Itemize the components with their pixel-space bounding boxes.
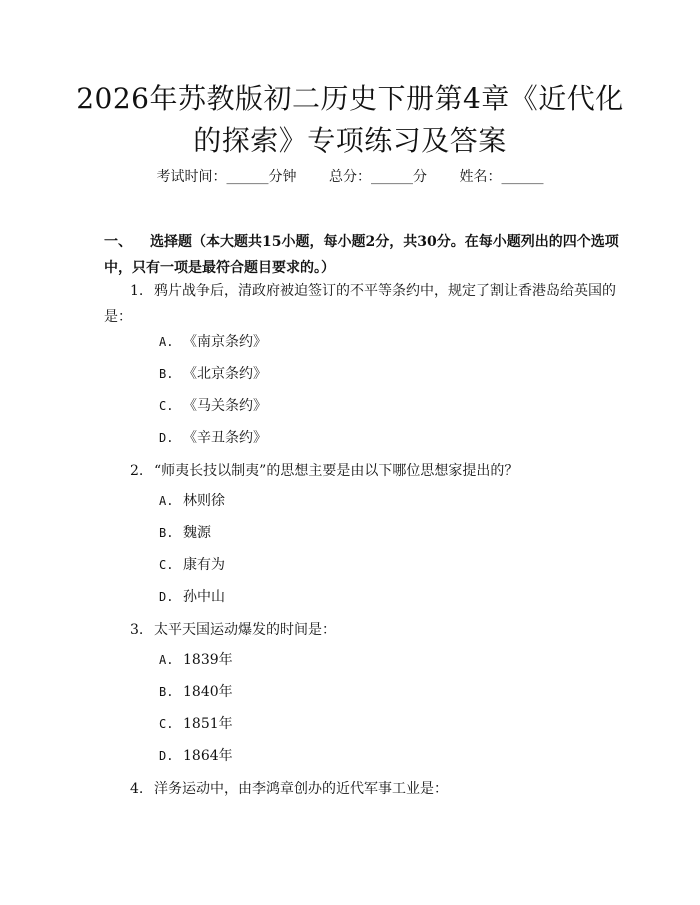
question-1-option-b xyxy=(159,363,267,385)
question-3-option-a xyxy=(159,649,233,671)
title-line-1: 2026年苏教版初二历史下册第4章《近代化 xyxy=(76,82,624,115)
student-name-field: 姓名：______ xyxy=(459,169,544,185)
question-text: 洋务运动中，由李鸿章创办的近代军事工业是： xyxy=(154,781,448,797)
option-text: 1864年 xyxy=(183,748,233,764)
option-text: 魏源 xyxy=(183,525,211,541)
option-letter: A. xyxy=(159,653,174,667)
question-2-option-b xyxy=(159,522,211,544)
question-3 xyxy=(104,617,624,643)
question-1-option-c xyxy=(159,395,267,417)
question-4 xyxy=(104,776,624,802)
option-letter: D. xyxy=(159,431,174,445)
question-text: 鸦片战争后，清政府被迫签订的不平等条约中，规定了割让香港岛给英国的是： xyxy=(104,283,616,325)
question-number: 3. xyxy=(130,622,144,638)
total-score-field: 总分：______分 xyxy=(329,169,427,185)
question-1-option-a xyxy=(159,331,267,353)
question-2 xyxy=(104,458,624,484)
section-number: 一、 xyxy=(104,234,132,250)
question-1 xyxy=(104,278,624,330)
question-text: “师夷长技以制夷”的思想主要是由以下哪位思想家提出的？ xyxy=(154,463,519,479)
question-3-option-b xyxy=(159,681,233,703)
option-text: 《南京条约》 xyxy=(183,334,267,350)
option-text: 康有为 xyxy=(183,557,225,573)
option-letter: A. xyxy=(159,494,174,508)
option-text: 孙中山 xyxy=(183,589,225,605)
option-text: 林则徐 xyxy=(183,493,225,509)
option-letter: C. xyxy=(159,558,174,572)
question-text: 太平天国运动爆发的时间是： xyxy=(154,622,336,638)
option-letter: B. xyxy=(159,526,174,540)
exam-time-field: 考试时间：______分钟 xyxy=(156,169,297,185)
option-letter: B. xyxy=(159,685,174,699)
option-text: 《马关条约》 xyxy=(183,398,267,414)
option-text: 《北京条约》 xyxy=(183,366,267,382)
option-text: 1851年 xyxy=(183,716,233,732)
question-number: 2. xyxy=(130,463,144,479)
question-3-option-c xyxy=(159,713,233,735)
question-1-option-d xyxy=(159,427,267,449)
option-letter: B. xyxy=(159,367,174,381)
option-letter: A. xyxy=(159,335,174,349)
option-letter: D. xyxy=(159,749,174,763)
question-2-option-a xyxy=(159,490,225,512)
section-instructions: 选择题（本大题共15小题，每小题2分，共30分。在每小题列出的四个选项中，只有一项是最符合题目要求的。） xyxy=(104,234,619,276)
title-line-2: 的探索》专项练习及答案 xyxy=(193,124,507,157)
option-text: 1840年 xyxy=(183,684,233,700)
option-text: 1839年 xyxy=(183,652,233,668)
question-number: 1. xyxy=(130,283,144,299)
option-letter: C. xyxy=(159,717,174,731)
question-3-option-d xyxy=(159,745,233,767)
option-letter: D. xyxy=(159,590,174,604)
question-2-option-c xyxy=(159,554,225,576)
option-letter: C. xyxy=(159,399,174,413)
page-title xyxy=(60,78,640,162)
question-2-option-d xyxy=(159,586,225,608)
exam-info xyxy=(0,166,700,188)
question-number: 4. xyxy=(130,781,144,797)
section-heading xyxy=(104,229,624,281)
option-text: 《辛丑条约》 xyxy=(183,430,267,446)
